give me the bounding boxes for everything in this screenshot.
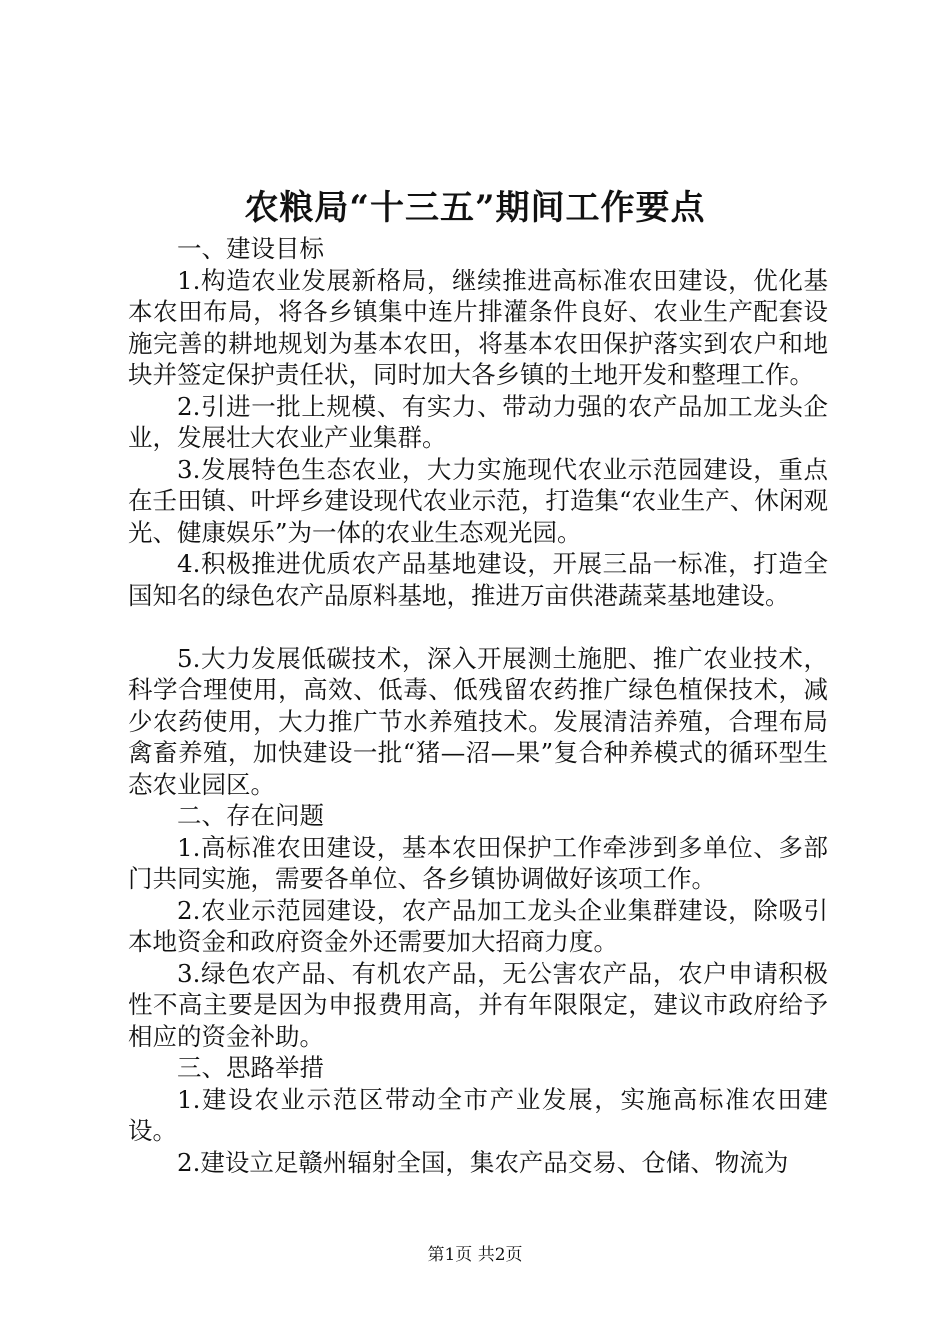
page-footer: 第1页 共2页 xyxy=(427,1245,523,1265)
paragraph: 3.发展特色生态农业，大力实施现代农业示范园建设，重点在壬田镇、叶坪乡建设现代农业示范，打造集“农业生产、休闲观光、健康娱乐”为一体的农业生态观光园。 xyxy=(128,454,828,547)
paragraph: 4.积极推进优质农产品基地建设，开展三品一标准，打造全国知名的绿色农产品原料基地，推进万亩供港蔬菜基地建设。 xyxy=(128,549,828,610)
section-heading-goals: 一、建设目标 xyxy=(177,234,324,263)
document-body xyxy=(128,233,828,1178)
paragraph: 5.大力发展低碳技术，深入开展测土施肥、推广农业技术，科学合理使用，高效、低毒、低残留农药推广绿色植保技术，减少农药使用，大力推广节水养殖技术。发展清洁养殖，合理布局禽畜养殖，加快建设一批“猪—沼—果”复合种养模式的循环型生态农业园区。 xyxy=(128,643,828,799)
paragraph: 1.构造农业发展新格局，继续推进高标准农田建设，优化基本农田布局，将各乡镇集中连片排灌条件良好、农业生产配套设施完善的耕地规划为基本农田，将基本农田保护落实到农户和地块并签定保护责任状，同时加大各乡镇的土地开发和整理工作。 xyxy=(128,265,828,389)
document-title: 农粮局“十三五”期间工作要点 xyxy=(244,188,706,228)
paragraph: 1.建设农业示范区带动全市产业发展，实施高标准农田建设。 xyxy=(128,1084,828,1145)
section-heading-measures: 三、思路举措 xyxy=(177,1053,324,1082)
paragraph: 2.建设立足赣州辐射全国，集农产品交易、仓储、物流为 xyxy=(177,1147,789,1177)
paragraph: 3.绿色农产品、有机农产品，无公害农产品，农户申请积极性不高主要是因为申报费用高，并有年限限定，建议市政府给予相应的资金补助。 xyxy=(128,958,828,1051)
section-heading-problems: 二、存在问题 xyxy=(177,801,324,830)
paragraph-gap xyxy=(128,611,828,643)
paragraph: 2.引进一批上规模、有实力、带动力强的农产品加工龙头企业，发展壮大农业产业集群。 xyxy=(128,391,828,452)
paragraph: 1.高标准农田建设，基本农田保护工作牵涉到多单位、多部门共同实施，需要各单位、各乡镇协调做好该项工作。 xyxy=(128,832,828,893)
paragraph: 2.农业示范园建设，农产品加工龙头企业集群建设，除吸引本地资金和政府资金外还需要加大招商力度。 xyxy=(128,895,828,956)
